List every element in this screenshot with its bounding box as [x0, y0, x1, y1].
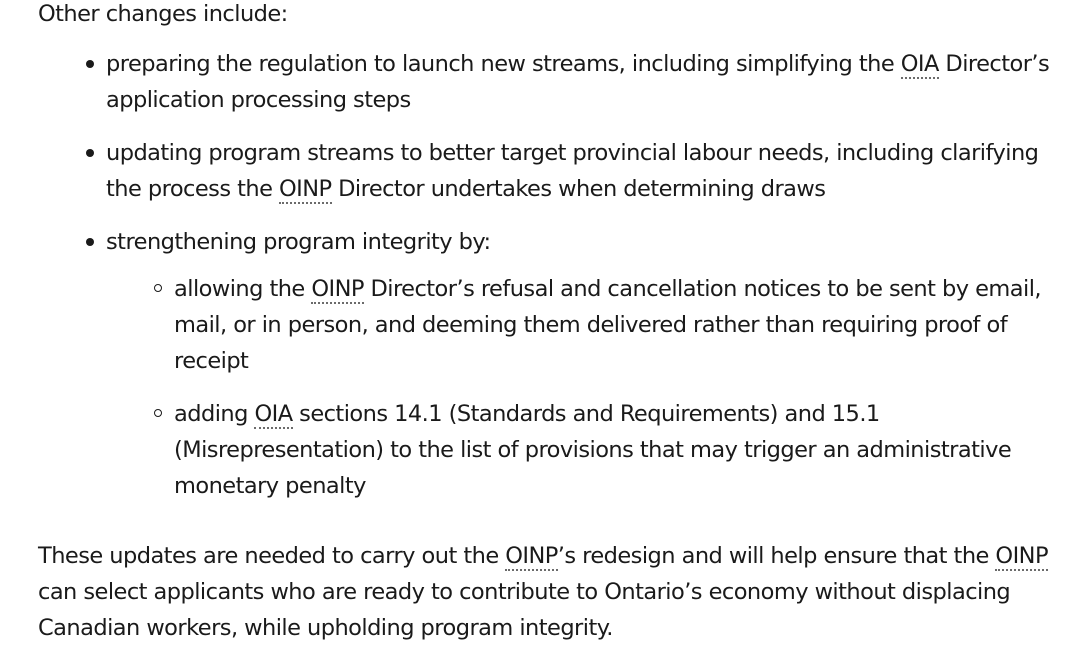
list-item-text: Director undertakes when determining draws [331, 176, 826, 202]
intro-paragraph: Other changes include: [38, 1, 288, 27]
oinp-abbreviation[interactable]: OINP [278, 176, 332, 202]
article-content [38, 0, 1078, 646]
list-item [106, 224, 1078, 504]
oinp-abbreviation[interactable]: OINP [505, 543, 558, 569]
sublist-item-text: sections 14.1 (Standards and Requirements) and 15.1 (Misrepresentation) to the list of provisions that may trigger an administrative monetary penalty [174, 401, 1012, 499]
oinp-abbreviation[interactable]: OINP [311, 276, 364, 302]
sublist-item [174, 396, 1078, 504]
list-item-text: updating program streams to better target provincial labour needs, including clarifying the process the [106, 140, 1039, 202]
list-item-text: strengthening program integrity by: [106, 229, 491, 255]
oia-abbreviation[interactable]: OIA [900, 51, 939, 77]
oia-abbreviation[interactable]: OIA [254, 401, 293, 427]
sublist-item-text: allowing the [174, 276, 312, 302]
list-item-text: preparing the regulation to launch new streams, including simplifying the [106, 51, 901, 77]
changes-list [38, 46, 1078, 504]
closing-text: These updates are needed to carry out the [38, 543, 506, 569]
closing-paragraph [38, 538, 1078, 646]
oinp-abbreviation[interactable]: OINP [995, 543, 1048, 569]
sublist-item [174, 271, 1078, 379]
sublist-item-text: adding [174, 401, 255, 427]
sublist-item-text: Director’s refusal and cancellation notices to be sent by email, mail, or in person, and deeming them delivered rather than requiring proof of receipt [174, 276, 1042, 374]
closing-text: ’s redesign and will help ensure that the [557, 543, 996, 569]
integrity-sublist [106, 271, 1078, 504]
closing-text: can select applicants who are ready to contribute to Ontario’s economy without displacing Canadian workers, while upholding program integrity. [38, 579, 1011, 641]
list-item-text: Director’s application processing steps [106, 51, 1050, 113]
list-item [106, 135, 1078, 207]
list-item [106, 46, 1078, 118]
